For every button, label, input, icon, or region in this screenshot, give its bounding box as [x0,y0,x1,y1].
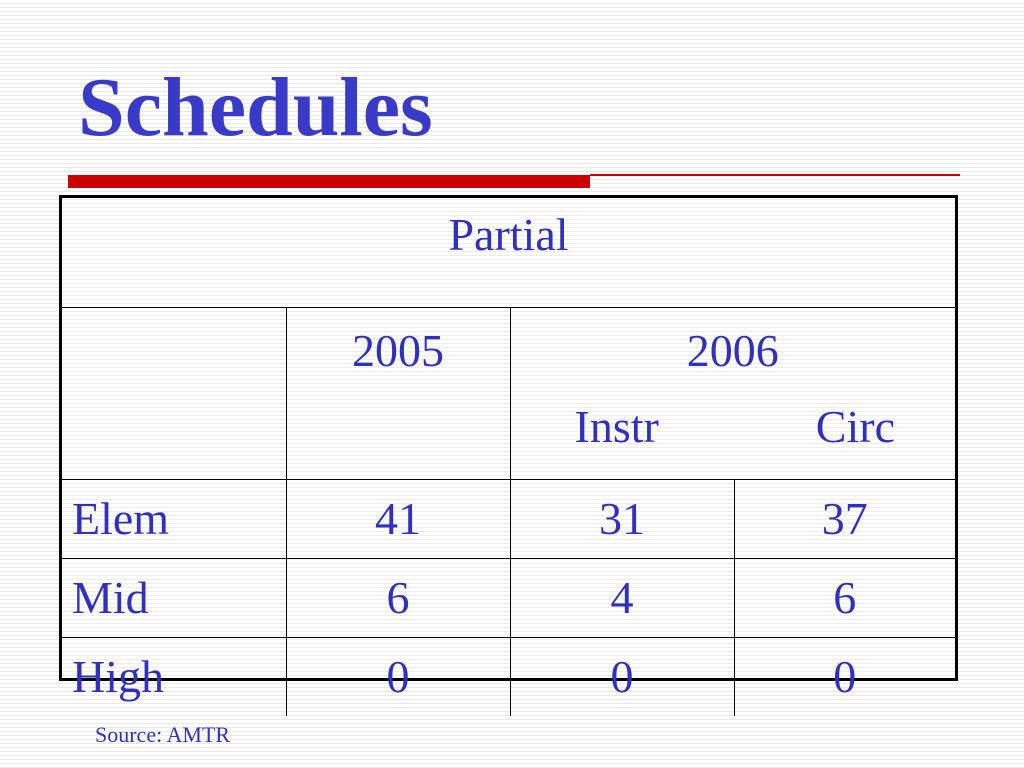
table-caption: Partial [62,198,955,308]
table-cell: 31 [510,480,734,559]
header-2006-group [510,308,955,480]
table-cell: 6 [734,559,955,638]
title-underline-thin [590,174,960,176]
table-cell: 4 [510,559,734,638]
table-cell: 6 [286,559,510,638]
header-corner-cell [62,308,286,480]
row-label: Mid [62,559,286,638]
table-row [62,559,955,638]
table-row [62,480,955,559]
header-2005: 2005 [286,308,510,480]
row-label: Elem [62,480,286,559]
table-caption-row [62,198,955,308]
title-underline-thick [68,175,590,188]
header-circ: Circ [815,401,895,452]
source-note: Source: AMTR [95,722,231,747]
header-instr: Instr [574,401,659,452]
slide-title: Schedules [78,61,433,154]
header-2006-sublabels [511,401,956,452]
data-table [62,198,955,716]
table-cell: 0 [286,638,510,717]
table-cell: 0 [510,638,734,717]
row-label: High [62,638,286,717]
table-header-row [62,308,955,480]
table-cell: 0 [734,638,955,717]
table-cell: 41 [286,480,510,559]
schedules-table [59,195,958,702]
header-2006: 2006 [686,325,779,376]
table-row [62,638,955,717]
table-cell: 37 [734,480,955,559]
